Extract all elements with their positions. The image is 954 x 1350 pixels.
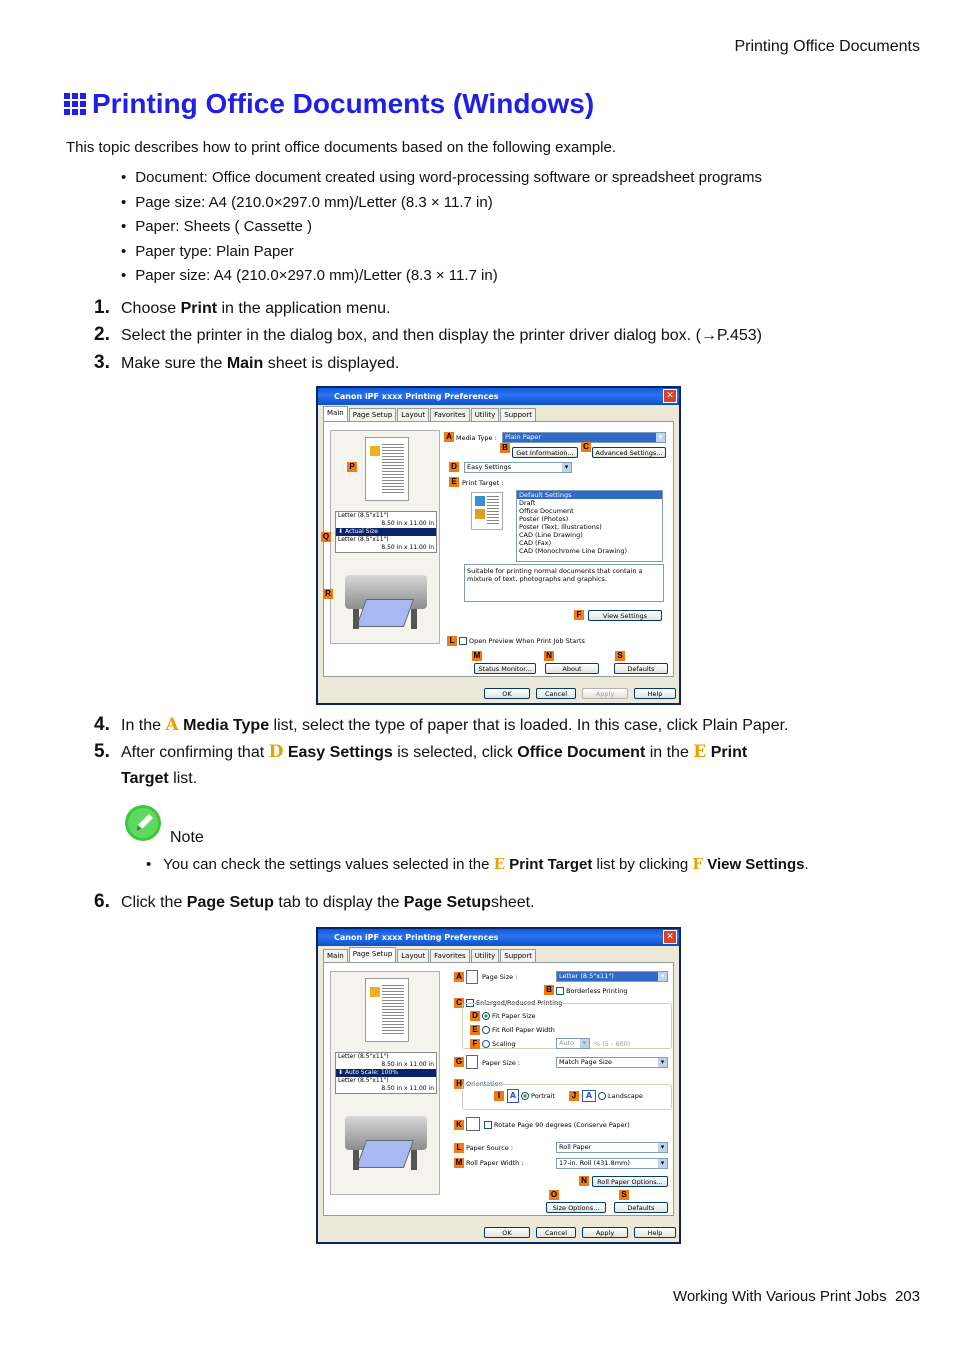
defaults-button[interactable]: Defaults bbox=[614, 663, 668, 674]
paper-size-icon bbox=[466, 1055, 478, 1069]
about-button[interactable]: About bbox=[545, 663, 599, 674]
tab-favorites[interactable]: Favorites bbox=[430, 949, 470, 962]
callout-a: A bbox=[454, 972, 464, 982]
tab-layout[interactable]: Layout bbox=[397, 949, 429, 962]
fit-paper-size-radio[interactable] bbox=[482, 1012, 490, 1020]
tab-support[interactable]: Support bbox=[500, 408, 536, 421]
help-button[interactable]: Help bbox=[634, 688, 676, 699]
callout-q: Q bbox=[322, 532, 330, 541]
grid-icon bbox=[64, 93, 86, 115]
list-item[interactable]: CAD (Monochrome Line Drawing) bbox=[519, 547, 628, 555]
paper-size-label: Paper Size : bbox=[482, 1059, 521, 1067]
tab-page-setup[interactable]: Page Setup bbox=[349, 408, 397, 421]
fit-roll-width-radio[interactable] bbox=[482, 1026, 490, 1034]
callout-letter: E bbox=[693, 742, 707, 762]
size-options-button[interactable]: Size Options... bbox=[546, 1202, 606, 1213]
callout-n: N bbox=[544, 651, 554, 661]
bullet-item: • Paper size: A4 (210.0×297.0 mm)/Letter (8.3 × 11.7 in) bbox=[121, 266, 762, 291]
page-setup-sheet-panel bbox=[323, 962, 674, 1216]
tab-page-setup[interactable]: Page Setup bbox=[349, 947, 397, 962]
callout-o: O bbox=[550, 1190, 558, 1199]
advanced-settings-button[interactable]: Advanced Settings... bbox=[592, 447, 666, 458]
printer-illustration bbox=[341, 563, 433, 635]
callout-e: E bbox=[470, 1025, 480, 1035]
printing-preferences-dialog-main bbox=[316, 386, 681, 705]
open-preview-option[interactable]: Open Preview When Print Job Starts bbox=[459, 637, 585, 645]
bullet-item: • Document: Office document created using word-processing software or spreadsheet programs bbox=[121, 168, 762, 193]
page-size-select[interactable]: Letter (8.5"x11") ▾ bbox=[556, 971, 668, 982]
page-title-text: Printing Office Documents (Windows) bbox=[92, 88, 595, 119]
view-settings-button[interactable]: View Settings bbox=[588, 610, 662, 621]
tab-favorites[interactable]: Favorites bbox=[430, 408, 470, 421]
media-type-label: Media Type : bbox=[456, 434, 497, 442]
scaling-input[interactable]: Auto ▾ bbox=[556, 1038, 590, 1049]
enlarged-option[interactable]: Enlarged/Reduced Printing bbox=[466, 999, 562, 1007]
size-info: Letter (8.5"x11") 8.50 in x 11.00 in ⬇ Actual Size Letter (8.5"x11") 8.50 in x 11.00 in bbox=[335, 511, 437, 553]
rotate-option[interactable]: Rotate Page 90 degrees (Conserve Paper) bbox=[484, 1121, 630, 1129]
bullet-item: • Paper: Sheets ( Cassette ) bbox=[121, 217, 762, 242]
printing-preferences-dialog-page-setup bbox=[316, 927, 681, 1244]
callout-m: M bbox=[455, 1158, 463, 1167]
portrait-option[interactable]: Portrait bbox=[521, 1092, 555, 1100]
callout-d: D bbox=[470, 1011, 480, 1021]
help-button[interactable]: Help bbox=[634, 1227, 676, 1238]
callout-b: B bbox=[500, 443, 510, 453]
bullet-item: • Paper type: Plain Paper bbox=[121, 242, 762, 267]
tab-main[interactable]: Main bbox=[323, 949, 348, 962]
page-title bbox=[64, 88, 594, 120]
intro-text: This topic describes how to print office documents based on the following example. bbox=[66, 139, 617, 156]
list-item[interactable]: Default Settings bbox=[517, 491, 662, 499]
scaling-range: % (5 - 600) bbox=[594, 1040, 631, 1048]
paper-source-label: Paper Source : bbox=[466, 1144, 514, 1152]
printer-illustration bbox=[341, 1104, 433, 1176]
scale-indicator: ⬇ Auto Scale: 100% bbox=[336, 1069, 436, 1077]
paper-source-select[interactable]: Roll Paper ▾ bbox=[556, 1142, 668, 1153]
landscape-radio[interactable] bbox=[598, 1092, 606, 1100]
portrait-icon: A bbox=[507, 1089, 519, 1103]
page-size-icon bbox=[466, 970, 478, 984]
page-preview bbox=[365, 978, 409, 1042]
list-item[interactable]: Poster (Text, Illustrations) bbox=[519, 523, 602, 531]
step-1: 1. Choose Print in the application menu. bbox=[94, 297, 391, 318]
tab-support[interactable]: Support bbox=[500, 949, 536, 962]
get-information-button[interactable]: Get Information... bbox=[512, 447, 578, 458]
fit-roll-width-option[interactable]: Fit Roll Paper Width bbox=[482, 1026, 555, 1034]
scale-indicator: ⬇ Actual Size bbox=[336, 528, 436, 536]
callout-s: S bbox=[615, 651, 625, 661]
callout-k: K bbox=[454, 1120, 464, 1130]
defaults-button[interactable]: Defaults bbox=[614, 1202, 668, 1213]
roll-paper-options-button[interactable]: Roll Paper Options... bbox=[592, 1176, 668, 1187]
callout-j: J bbox=[569, 1091, 579, 1101]
easy-settings-select[interactable]: Easy Settings ▾ bbox=[464, 462, 572, 473]
callout-h: H bbox=[454, 1079, 464, 1089]
running-header: Printing Office Documents bbox=[734, 38, 920, 55]
orientation-label: Orientation bbox=[466, 1080, 503, 1088]
callout-c: C bbox=[581, 442, 591, 452]
roll-width-select[interactable]: 17-in. Roll (431.8mm) ▾ bbox=[556, 1158, 668, 1169]
print-target-label: Print Target : bbox=[462, 479, 504, 487]
list-item[interactable]: CAD (Fax) bbox=[519, 539, 552, 547]
rotate-checkbox[interactable] bbox=[484, 1121, 492, 1129]
callout-r: R bbox=[323, 589, 333, 599]
callout-n: N bbox=[579, 1176, 589, 1186]
callout-i: I bbox=[494, 1091, 504, 1101]
apply-button[interactable]: Apply bbox=[582, 1227, 628, 1238]
cancel-button[interactable]: Cancel bbox=[536, 688, 576, 699]
tab-layout[interactable]: Layout bbox=[397, 408, 429, 421]
step-5-continued: Target list. bbox=[121, 770, 198, 787]
portrait-radio[interactable] bbox=[521, 1092, 529, 1100]
scaling-option[interactable]: Scaling bbox=[482, 1040, 516, 1048]
note-label: Note bbox=[170, 829, 204, 846]
callout-l: L bbox=[454, 1143, 464, 1153]
bullet-item: • Page size: A4 (210.0×297.0 mm)/Letter (8.3 × 11.7 in) bbox=[121, 193, 762, 218]
callout-letter: E bbox=[493, 855, 506, 873]
page-number: 203 bbox=[894, 1288, 920, 1305]
list-item[interactable]: Office Document bbox=[519, 507, 574, 515]
preview-pane bbox=[330, 971, 440, 1195]
list-item[interactable]: Draft bbox=[519, 499, 536, 507]
fit-paper-size-option[interactable]: Fit Paper Size bbox=[482, 1012, 536, 1020]
tab-bar bbox=[323, 949, 537, 962]
print-target-list[interactable] bbox=[516, 490, 663, 562]
callout-p: P bbox=[347, 462, 357, 472]
open-preview-checkbox[interactable] bbox=[459, 637, 467, 645]
callout-m: M bbox=[473, 651, 481, 660]
note-item: • You can check the settings values selected in the E Print Target list by clicking F View Settings. bbox=[146, 855, 809, 873]
page-preview bbox=[365, 437, 409, 501]
list-item[interactable]: Poster (Photos) bbox=[519, 515, 569, 523]
ok-button[interactable]: OK bbox=[484, 1227, 530, 1238]
callout-letter: D bbox=[268, 742, 284, 762]
rotate-icon bbox=[466, 1117, 480, 1131]
callout-b: B bbox=[544, 985, 554, 995]
callout-d: D bbox=[449, 462, 459, 472]
example-bullets bbox=[121, 168, 762, 291]
ok-button[interactable]: OK bbox=[484, 688, 530, 699]
step-3: 3. Make sure the Main sheet is displayed. bbox=[94, 352, 400, 373]
tab-utility[interactable]: Utility bbox=[471, 408, 500, 421]
callout-letter: A bbox=[165, 715, 179, 735]
step-4: 4. In the A Media Type list, select the type of paper that is loaded. In this case, click Plain Paper. bbox=[94, 714, 789, 735]
landscape-icon: A bbox=[582, 1090, 596, 1102]
callout-letter: F bbox=[692, 855, 704, 873]
callout-c: C bbox=[454, 998, 464, 1008]
callout-s: S bbox=[619, 1190, 629, 1200]
size-info: Letter (8.5"x11") 8.50 in x 11.00 in ⬇ Auto Scale: 100% Letter (8.5"x11") 8.50 in x 11.00 in bbox=[335, 1052, 437, 1094]
page-size-label: Page Size : bbox=[482, 973, 518, 981]
note-pencil-icon bbox=[123, 804, 163, 842]
callout-f: F bbox=[470, 1039, 480, 1049]
tab-main[interactable]: Main bbox=[323, 406, 348, 421]
list-item[interactable]: CAD (Line Drawing) bbox=[519, 531, 583, 539]
dialog-title-bar: Canon iPF xxxx Printing Preferences ✕ bbox=[318, 388, 679, 405]
scaling-radio[interactable] bbox=[482, 1040, 490, 1048]
callout-a: A bbox=[444, 432, 454, 442]
step-2: 2. Select the printer in the dialog box, and then display the printer driver dialog box. (→P.453) bbox=[94, 324, 762, 345]
borderless-option[interactable]: Borderless Printing bbox=[556, 987, 627, 995]
paper-size-select[interactable]: Match Page Size ▾ bbox=[556, 1057, 668, 1068]
step-6: 6. Click the Page Setup tab to display the Page Setupsheet. bbox=[94, 891, 535, 912]
borderless-checkbox[interactable] bbox=[556, 987, 564, 995]
callout-e: E bbox=[449, 477, 459, 487]
main-sheet-panel bbox=[323, 421, 674, 677]
running-footer: Working With Various Print Jobs 203 bbox=[672, 1288, 920, 1305]
media-type-select[interactable]: Plain Paper ▾ bbox=[502, 432, 666, 443]
status-monitor-button[interactable]: Status Monitor... bbox=[474, 663, 536, 674]
landscape-option[interactable]: Landscape bbox=[598, 1092, 643, 1100]
tab-bar bbox=[323, 408, 537, 421]
dialog-title-bar: Canon iPF xxxx Printing Preferences ✕ bbox=[318, 929, 679, 946]
print-target-description: Suitable for printing normal documents that contain a mixture of text, photographs and graphics. bbox=[464, 564, 664, 602]
close-icon[interactable]: ✕ bbox=[663, 389, 677, 403]
callout-l: L bbox=[447, 636, 457, 646]
apply-button[interactable]: Apply bbox=[582, 688, 628, 699]
print-target-thumbnail bbox=[471, 492, 503, 530]
callout-f: F bbox=[574, 610, 584, 620]
tab-utility[interactable]: Utility bbox=[471, 949, 500, 962]
step-5: 5. After confirming that D Easy Settings is selected, click Office Document in the E Print bbox=[94, 741, 748, 762]
callout-g: G bbox=[455, 1057, 463, 1066]
cancel-button[interactable]: Cancel bbox=[536, 1227, 576, 1238]
roll-width-label: Roll Paper Width : bbox=[466, 1159, 524, 1167]
close-icon[interactable]: ✕ bbox=[663, 930, 677, 944]
